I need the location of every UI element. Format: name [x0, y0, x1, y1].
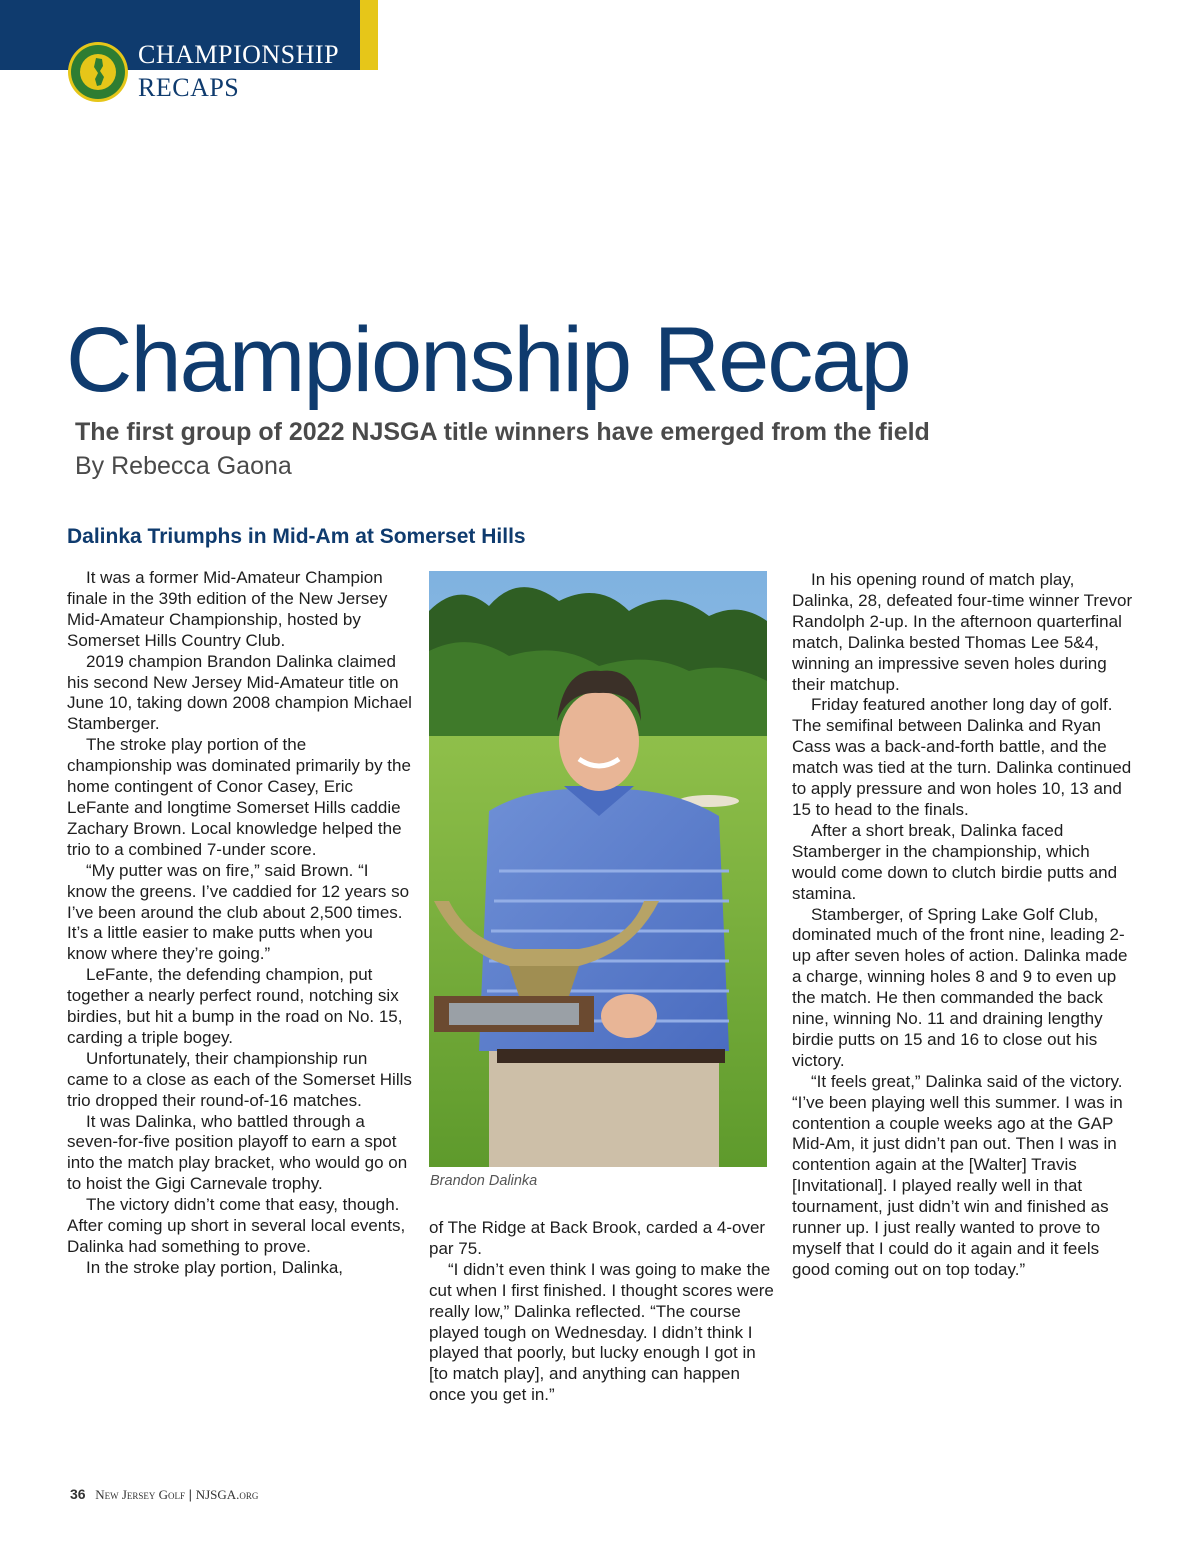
paragraph: The victory didn’t come that easy, though. After coming up short in several local events, Dalinka had something to prove. — [67, 1195, 406, 1256]
article-column-3 — [792, 570, 1137, 1281]
photo-caption: Brandon Dalinka — [430, 1173, 538, 1189]
paragraph: 2019 champion Brandon Dalinka claimed his second New Jersey Mid-Amateur title on June 10, taking down 2008 champion Michael Stamberger. — [67, 651, 412, 734]
paragraph: “My putter was on fire,” said Brown. “I know the greens. I’ve caddied for 12 years so I’ve been around the club about 2,500 times. It’s a little easier to make putts when you know where they’re going.” — [67, 860, 410, 964]
article-column-2 — [429, 1218, 774, 1406]
paragraph: Stamberger, of Spring Lake Golf Club, dominated much of the front nine, leading 2-up after seven holes of action. Dalinka made a charge, winning holes 8 and 9 to even up the match. He then commanded the back nine, winning No. 11 and draining lengthy birdie putts on 15 and 16 to close out his victory. — [792, 904, 1128, 1070]
paragraph: of The Ridge at Back Brook, carded a 4-over par 75. — [429, 1218, 766, 1258]
paragraph: “It feels great,” Dalinka said of the victory. “I’ve been playing well this summer. I was in contention a couple weeks ago at the GAP Mid-Am, it just didn’t pan out. Then I was in contention again at the [Walter] Travis [Invitational]. I played really well in that tournament, just didn’t win and finished as runner up. I just really wanted to prove to myself that I could do it again and it feels good coming out on top today.” — [792, 1071, 1123, 1279]
paragraph: In his opening round of match play, Dalinka, 28, defeated four-time winner Trevor Randolph 2-up. In the afternoon quarterfinal match, Dalinka bested Thomas Lee 5&4, winning an impressive seven holes during their matchup. — [792, 570, 1133, 694]
footer-separator: | — [188, 1487, 193, 1502]
article-byline: By Rebecca Gaona — [75, 452, 292, 480]
page-number: 36 — [70, 1486, 86, 1502]
article-column-1 — [67, 568, 412, 1279]
publication-name: New Jersey Golf — [95, 1487, 186, 1502]
page-footer — [70, 1486, 258, 1503]
paragraph: After a short break, Dalinka faced Stamberger in the championship, which would come down to clutch birdie putts and stamina. — [792, 820, 1118, 903]
winner-photo — [429, 571, 767, 1167]
section-heading: Dalinka Triumphs in Mid-Am at Somerset Hills — [67, 525, 526, 548]
paragraph: In the stroke play portion, Dalinka, — [86, 1257, 344, 1277]
paragraph: Unfortunately, their championship run came to a close as each of the Somerset Hills trio dropped their round-of-16 matches. — [67, 1048, 412, 1110]
article-subtitle: The first group of 2022 NJSGA title winners have emerged from the field — [75, 418, 930, 446]
page-title: Championship Recap — [66, 309, 910, 411]
section-label-line2: RECAPS — [138, 73, 240, 102]
paragraph: The stroke play portion of the championship was dominated primarily by the home contingent of Conor Casey, Eric LeFante and longtime Somerset Hills caddie Zachary Brown. Local knowledge helped the trio to a combined 7-under score. — [67, 735, 411, 859]
paragraph: It was a former Mid-Amateur Champion finale in the 39th edition of the New Jersey Mid-Amateur Championship, hosted by Somerset Hills Country Club. — [67, 568, 388, 650]
paragraph: It was Dalinka, who battled through a seven-for-five position playoff to earn a spot into the match play bracket, who would go on to hoist the Gigi Carnevale trophy. — [67, 1111, 408, 1194]
paragraph: LeFante, the defending champion, put together a nearly perfect round, notching six birdies, but hit a bump in the road on No. 15, carding a triple bogey. — [67, 965, 403, 1047]
paragraph: Friday featured another long day of golf. The semifinal between Dalinka and Ryan Cass was a back-and-forth battle, and the match was tied at the turn. Dalinka continued to apply pressure and won holes 10, 13 and 15 to head to the finals. — [792, 695, 1132, 819]
paragraph: “I didn’t even think I was going to make the cut when I first finished. I thought scores were really low,” Dalinka reflected. “The course played tough on Wednesday. I didn’t think I played that poorly, but lucky enough I got in [to match play], and anything can happen once you get in.” — [429, 1259, 774, 1405]
header-accent-bar — [360, 0, 378, 70]
section-label-line1: CHAMPIONSHIP — [138, 40, 340, 69]
website-link[interactable]: NJSGA.org — [195, 1487, 259, 1502]
njsga-logo — [67, 41, 129, 103]
